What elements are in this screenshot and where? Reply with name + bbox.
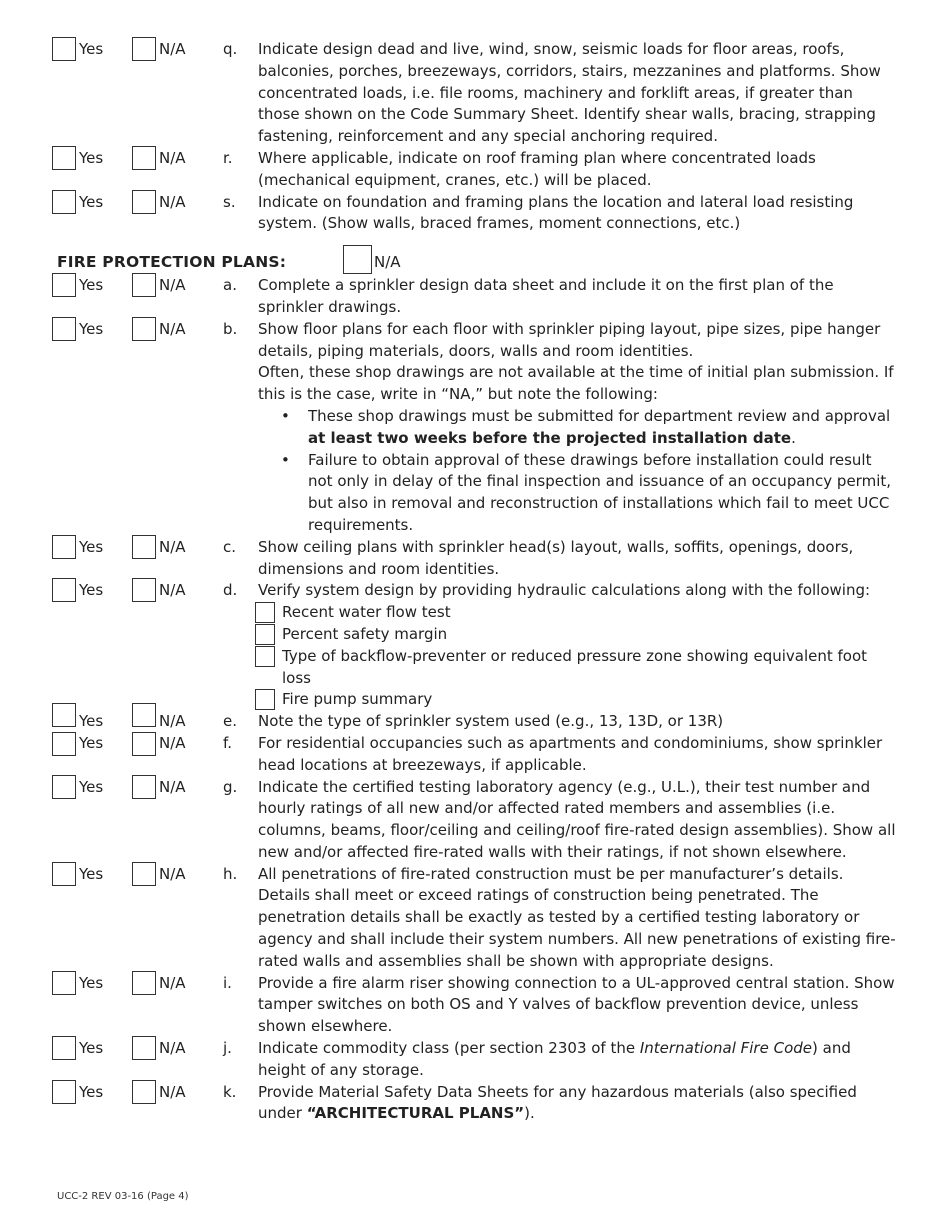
fire-protection-section-header [0,249,950,275]
sub-item-water-flow: Recent water flow test [258,602,898,624]
na-label: N/A [159,733,186,752]
sub-item-fire-pump: Fire pump summary [258,689,898,711]
na-checkbox[interactable] [132,578,156,602]
item-text: Provide Material Safety Data Sheets for any hazardous materials (also specified under “ARCHITECTURAL PLANS”). [258,1082,857,1123]
item-c [0,537,950,581]
yes-label: Yes [79,319,104,338]
item-letter: d. [223,581,238,600]
item-letter: r. [223,148,233,167]
yes-checkbox[interactable] [52,535,76,559]
sub-item-backflow: Type of backflow-preventer or reduced pressure zone showing equivalent foot loss [258,646,898,690]
item-g [0,777,950,864]
section-title: FIRE PROTECTION PLANS: [57,253,287,272]
yes-checkbox[interactable] [52,578,76,602]
item-s [0,192,950,236]
item-letter: f. [223,733,232,752]
yes-checkbox[interactable] [52,775,76,799]
item-text: Indicate the certified testing laboratory agency (e.g., U.L.), their test number and hourly ratings of all new and/or affected rated members and assemblies (i.e. columns, beams, floor/ceiling and ceiling/roof fire-rated design assemblies). Show all new and/or affected fire-rated walls with their ratings, if not shown elsewhere. [258,777,896,861]
na-checkbox[interactable] [132,317,156,341]
na-label: N/A [159,1039,186,1058]
na-label: N/A [159,712,186,731]
yes-checkbox[interactable] [52,1080,76,1104]
yes-checkbox[interactable] [52,190,76,214]
na-checkbox[interactable] [132,146,156,170]
yes-label: Yes [79,1039,104,1058]
bullet-icon: • [281,406,290,425]
item-letter: c. [223,537,237,556]
na-label: N/A [159,537,186,556]
code-title: International Fire Code [639,1039,813,1058]
yes-label: Yes [79,537,104,556]
na-label: N/A [159,319,186,338]
na-checkbox[interactable] [132,273,156,297]
yes-checkbox[interactable] [52,317,76,341]
na-checkbox[interactable] [132,535,156,559]
na-checkbox[interactable] [132,703,156,727]
sub-item-safety-margin: Percent safety margin [258,624,898,646]
item-text: Complete a sprinkler design data sheet and include it on the first plan of the sprinkler drawings. [258,276,834,316]
yes-checkbox[interactable] [52,971,76,995]
na-checkbox[interactable] [132,190,156,214]
yes-checkbox[interactable] [52,862,76,886]
yes-label: Yes [79,276,104,295]
yes-label: Yes [79,733,104,752]
item-i [0,973,950,1038]
item-text: Verify system design by providing hydraulic calculations along with the following: [258,581,871,600]
yes-checkbox[interactable] [52,37,76,61]
yes-label: Yes [79,40,104,58]
deadline-emphasis: at least two weeks before the projected installation date [308,428,792,447]
item-note: Often, these shop drawings are not available at the time of initial plan submission. If this is the case, write in “NA,” but note the following: [258,363,894,404]
na-checkbox[interactable] [132,1080,156,1104]
yes-checkbox[interactable] [52,732,76,756]
na-label: N/A [159,581,186,600]
na-checkbox[interactable] [132,862,156,886]
yes-checkbox[interactable] [52,703,76,727]
item-content [258,319,898,537]
yes-label: Yes [79,864,104,883]
item-letter: a. [223,276,237,295]
item-text: Provide a fire alarm riser showing connection to a UL-approved central station. Show tamper switches on both OS and Y valves of backflow prevention device, unless shown elsewhere. [258,973,895,1036]
item-r [0,148,950,192]
item-letter: g. [223,777,238,796]
item-text: All penetrations of fire-rated construction must be per manufacturer’s details. Details shall meet or exceed ratings of construction being penetrated. The penetration details shall be exactly as tested by a certified testing laboratory or agency and shall include their system numbers. All new penetrations of existing fire-rated walls and assemblies shall be shown with appropriate designs. [258,864,896,970]
item-f [0,733,950,777]
item-letter: b. [223,319,238,338]
section-reference: “ARCHITECTURAL PLANS” [306,1104,525,1123]
item-text: Where applicable, indicate on roof framing plan where concentrated loads (mechanical equipment, cranes, etc.) will be placed. [258,148,816,189]
section-na-checkbox[interactable] [343,245,372,274]
yes-label: Yes [79,712,104,731]
item-a [0,275,950,319]
item-letter: e. [223,712,237,731]
item-h [0,864,950,973]
yes-label: Yes [79,148,104,167]
na-checkbox[interactable] [132,971,156,995]
item-d [0,580,950,711]
item-letter: s. [223,192,236,211]
item-b [0,319,950,537]
item-text: For residential occupancies such as apartments and condominiums, show sprinkler head locations at breezeways, if applicable. [258,733,883,774]
yes-label: Yes [79,973,104,992]
na-label: N/A [159,276,186,295]
yes-checkbox[interactable] [52,1036,76,1060]
yes-label: Yes [79,192,104,211]
section-na-label: N/A [374,253,401,272]
item-content [258,580,898,711]
bullet-list [258,406,898,537]
item-j [0,1038,950,1082]
na-label: N/A [159,1082,186,1101]
na-checkbox[interactable] [132,1036,156,1060]
item-e [0,711,950,733]
yes-label: Yes [79,777,104,796]
na-checkbox[interactable] [132,37,156,61]
sub-checkbox[interactable] [255,602,275,623]
yes-label: Yes [79,1082,104,1101]
item-text: Indicate on foundation and framing plans the location and lateral load resisting system. (Show walls, braced frames, moment connections, etc.) [258,192,854,233]
item-q [0,39,950,148]
item-text: Note the type of sprinkler system used (e.g., 13, 13D, or 13R) [258,712,724,731]
item-letter: j. [223,1039,232,1058]
sub-checkbox[interactable] [255,689,275,710]
na-checkbox[interactable] [132,775,156,799]
na-checkbox[interactable] [132,732,156,756]
bullet-item: • Failure to obtain approval of these drawings before installation could result not only in delay of the final inspection and issuance of an occupancy permit, but also in removal and reconstruction of installations which fail to meet UCC requirements. [281,450,892,534]
sub-checkbox[interactable] [255,624,275,645]
na-label: N/A [159,777,186,796]
item-text: Indicate design dead and live, wind, snow, seismic loads for floor areas, roofs, balconies, porches, breezeways, corridors, stairs, mezzanines and platforms. Show concentrated loads, i.e. file rooms, machinery and forklift areas, if greater than those shown on the Code Summary Sheet. Identify shear walls, bracing, strapping fastening, reinforcement and any special anchoring required. [258,40,881,146]
na-label: N/A [159,148,186,167]
na-label: N/A [159,864,186,883]
bullet-item: • These shop drawings must be submitted for department review and approval at least two weeks before the projected installation date. [281,406,891,447]
item-text: Show ceiling plans with sprinkler head(s) layout, walls, soffits, openings, doors, dimensions and room identities. [258,537,854,578]
yes-label: Yes [79,581,104,600]
item-letter: i. [223,973,232,992]
item-letter: h. [223,864,238,883]
item-text: Show floor plans for each floor with sprinkler piping layout, pipe sizes, pipe hanger details, piping materials, doors, walls and room identities. [258,319,881,360]
yes-checkbox[interactable] [52,273,76,297]
sub-checkbox[interactable] [255,646,275,667]
bullet-icon: • [281,450,290,469]
yes-checkbox[interactable] [52,146,76,170]
item-letter: k. [223,1082,237,1101]
na-label: N/A [159,40,186,58]
na-label: N/A [159,192,186,211]
item-letter: q. [223,40,238,58]
na-label: N/A [159,973,186,992]
item-k [0,1082,950,1126]
page-footer: UCC-2 REV 03-16 (Page 4) [57,1191,189,1202]
item-text: Indicate commodity class (per section 2303 of the International Fire Code) and height of any storage. [258,1039,851,1079]
